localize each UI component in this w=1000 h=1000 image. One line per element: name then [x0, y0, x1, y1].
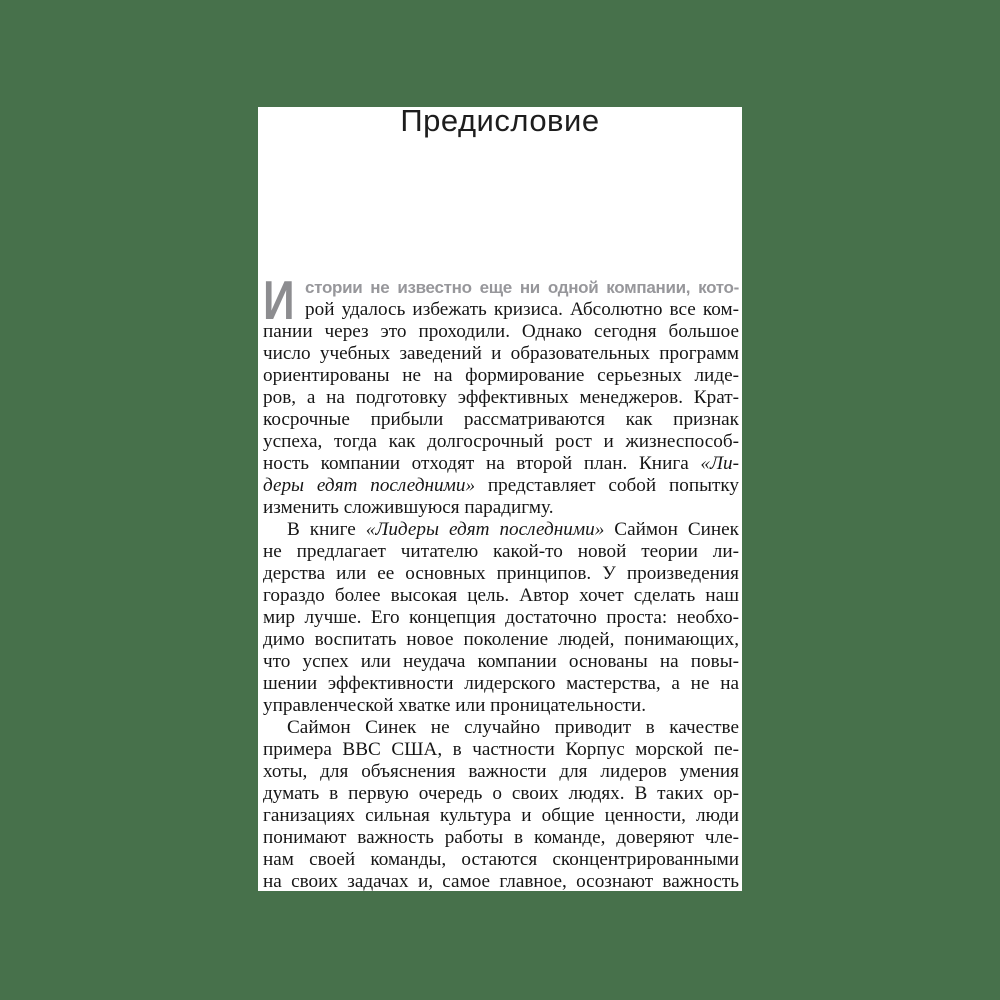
body-text: понимают важность работы в команде, доверяют чле-: [263, 827, 739, 848]
body-text: что успех или неудача компании основаны на повы-: [263, 651, 739, 672]
text-line: [263, 541, 739, 563]
text-line: [263, 607, 739, 629]
text-line: [263, 695, 739, 717]
text-line: [263, 475, 739, 497]
italic-text: «Ли-: [700, 453, 739, 474]
body-text: думать в первую очередь о своих людях. В таких ор-: [263, 783, 739, 804]
text-line: [263, 717, 739, 739]
body-text: хоты, для объяснения важности для лидеров умения: [263, 761, 739, 782]
body-text: не предлагает читателю какой-то новой теории ли-: [263, 541, 739, 562]
body-text: шении эффективности лидерского мастерства, а не на: [263, 673, 739, 694]
body-text: Саймон Синек не случайно приводит в качестве: [287, 717, 739, 738]
text-line: [263, 387, 739, 409]
book-page: [258, 107, 742, 891]
text-block: [263, 269, 740, 891]
body-text: изменить сложившуюся парадигму.: [263, 497, 554, 518]
body-text: успеха, тогда как долгосрочный рост и жизнеспособ-: [263, 431, 739, 452]
body-text: число учебных заведений и образовательных программ: [263, 343, 739, 364]
text-line: [263, 673, 739, 695]
italic-text: деры едят последними»: [263, 475, 476, 496]
drop-cap: И: [263, 269, 295, 331]
body-text: рой удалось избежать кризиса. Абсолютно все ком-: [305, 299, 739, 320]
body-text: гораздо более высокая цель. Автор хочет сделать наш: [263, 585, 739, 606]
text-line: [263, 343, 739, 365]
text-line: [263, 849, 739, 871]
body-text: дерства или ее основных принципов. У произведения: [263, 563, 739, 584]
text-line: [263, 739, 739, 761]
body-text: на своих задачах и, самое главное, осознают важность: [263, 871, 739, 891]
text-line: [263, 563, 739, 585]
paragraph: [263, 519, 739, 717]
body-text: пании через это проходили. Однако сегодня большое: [263, 321, 739, 342]
text-line: [263, 497, 739, 519]
text-line: [263, 783, 739, 805]
text-line: [263, 299, 739, 321]
body-text: Саймон Синек: [604, 519, 740, 540]
text-line: [263, 585, 739, 607]
text-line: [263, 761, 739, 783]
body-text: управленческой хватке или проницательности.: [263, 695, 646, 716]
body-text: примера ВВС США, в частности Корпус морской пе-: [263, 739, 739, 760]
text-line: [263, 871, 739, 891]
text-line: [263, 321, 739, 343]
body-text: мир лучше. Его концепция достаточно проста: необхо-: [263, 607, 739, 628]
body-text: ориентированы не на формирование серьезных лиде-: [263, 365, 739, 386]
chapter-title: Предисловие: [400, 107, 600, 138]
paragraph: [263, 717, 739, 891]
text-line: [263, 651, 739, 673]
text-line: [263, 805, 739, 827]
text-line: [263, 409, 739, 431]
body-text: представляет собой попытку: [475, 475, 740, 496]
body-text: ность компании отходят на второй план. Книга: [263, 453, 701, 474]
text-line: [263, 629, 739, 651]
body-text: нам своей команды, остаются сконцентрированными: [263, 849, 739, 870]
body-text: В книге: [287, 519, 366, 540]
paragraph: [263, 269, 740, 519]
italic-text: «Лидеры едят последними»: [365, 519, 605, 540]
text-line: [263, 431, 739, 453]
body-text: ганизациях сильная культура и общие ценности, люди: [263, 805, 739, 826]
body-text: косрочные прибыли рассматриваются как признак: [263, 409, 739, 430]
body-text: ров, а на подготовку эффективных менеджеров. Крат-: [263, 387, 739, 408]
text-line: [263, 827, 739, 849]
text-line: [263, 519, 739, 541]
text-line: [263, 365, 739, 387]
lead-in-line: стории не известно еще ни одной компании, кото-: [305, 278, 739, 297]
body-text: димо воспитать новое поколение людей, понимающих,: [263, 629, 739, 650]
text-line: [263, 453, 739, 475]
